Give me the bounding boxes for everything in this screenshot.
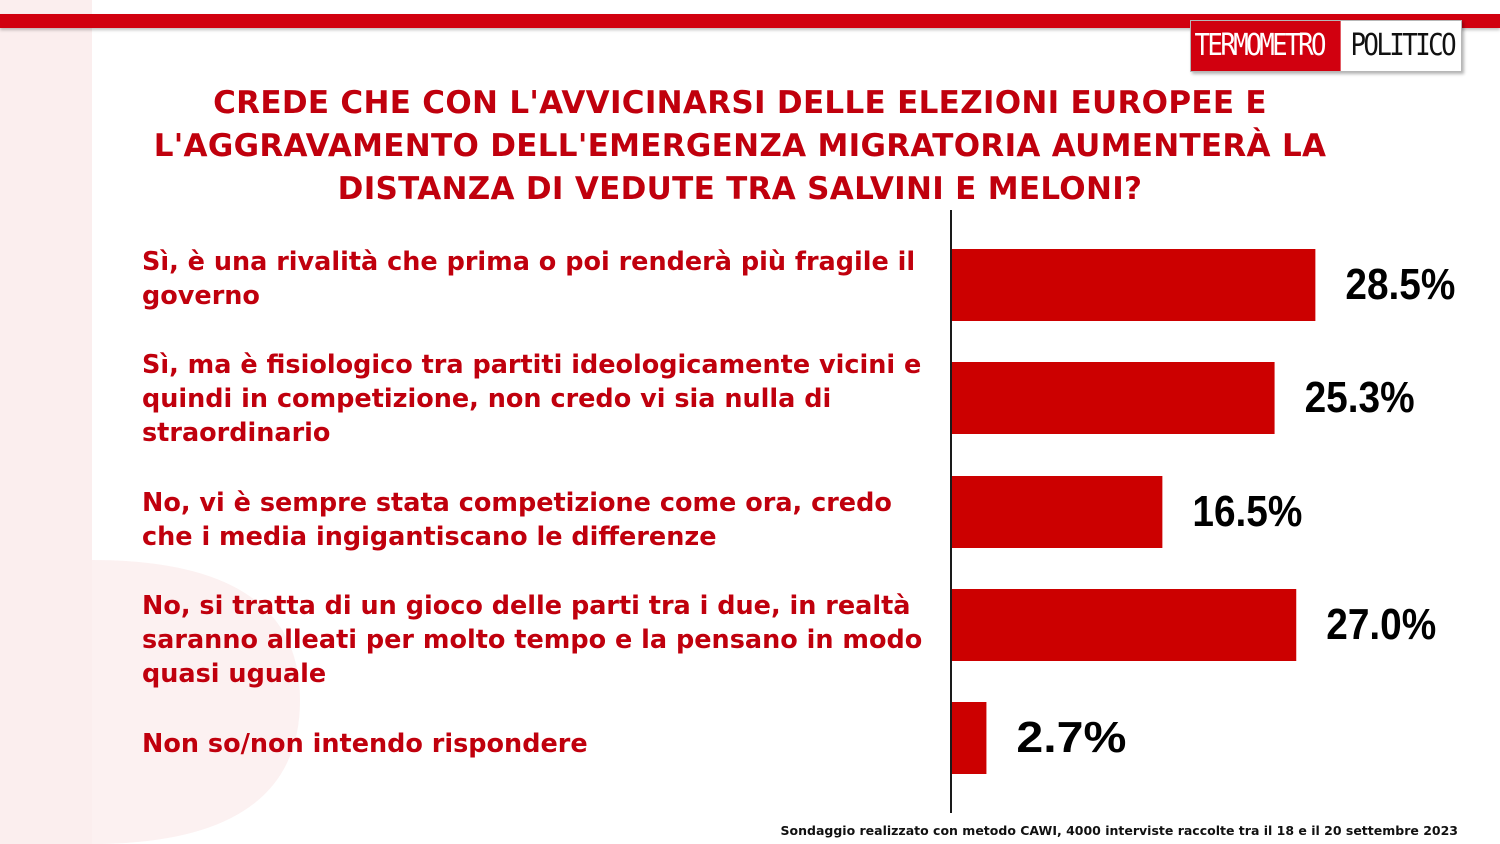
bar-3	[952, 476, 1162, 548]
logo-right-text: POLITICO	[1350, 28, 1455, 63]
bar-4	[952, 589, 1296, 661]
bar-5	[952, 702, 986, 774]
value-label-2: 25.3%	[1304, 373, 1415, 422]
value-label-5: 2.7%	[1016, 713, 1127, 762]
category-label-3: No, vi è sempre stata competizione come ora, credo che i media ingigantiscano le differenze	[142, 488, 892, 552]
logo-left-text: TERMOMETRO	[1191, 21, 1341, 71]
value-label-3: 16.5%	[1192, 487, 1303, 536]
value-label-4: 27.0%	[1326, 600, 1437, 649]
category-label-5: Non so/non intendo rispondere	[142, 729, 588, 759]
category-label-1: Sì, è una rivalità che prima o poi renderà più fragile il governo	[142, 247, 916, 311]
category-label-2: Sì, ma è fisiologico tra partiti ideologicamente vicini e quindi in competizione, non credo vi sia nulla di straordinario	[142, 350, 922, 448]
chart-title: CREDE CHE CON L'AVVICINARSI DELLE ELEZIONI EUROPEE E L'AGGRAVAMENTO DELL'EMERGENZA MIGRATORIA AUMENTERÀ LA DISTANZA DI VEDUTE TRA SALVINI E MELONI?	[153, 85, 1327, 207]
category-label-4: No, si tratta di un gioco delle parti tra i due, in realtà saranno alleati per molto tempo e la pensano in modo quasi uguale	[142, 591, 923, 689]
bar-1	[952, 249, 1315, 321]
footnote: Sondaggio realizzato con metodo CAWI, 4000 interviste raccolte tra il 18 e il 20 settembre 2023	[780, 823, 1458, 838]
value-label-1: 28.5%	[1345, 260, 1456, 309]
bar-2	[952, 362, 1275, 434]
